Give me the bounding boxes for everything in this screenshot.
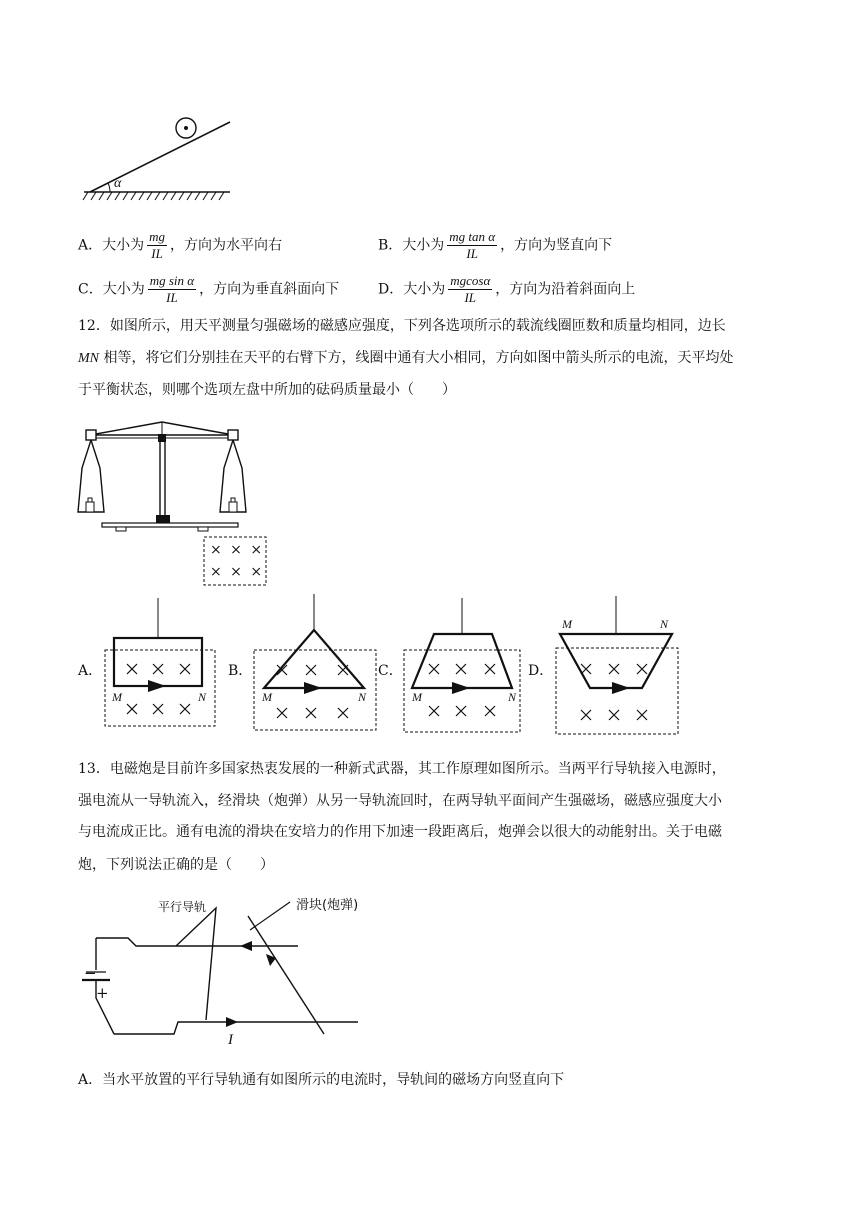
q12-option-b-letter[interactable]: B． — [228, 663, 253, 679]
q11-option-b[interactable]: B．大小为 $\frac{\text{mg tan α}}{IL}$ ，方向为竖直向下 — [378, 229, 613, 261]
q12-a-m-label: M — [112, 690, 122, 704]
battery-plus: + — [96, 984, 109, 1002]
incline-figure — [80, 112, 240, 207]
fraction: $\frac{mgcos\alpha}{IL}$ — [450, 273, 491, 305]
fraction: $\frac{\text{mg sin α}}{IL}$ — [149, 273, 195, 305]
q11-option-d[interactable]: D．大小为 $\frac{mgcos\alpha}{IL}$ ，方向为沿着斜面向上 — [378, 273, 636, 305]
q11-option-c[interactable]: C．大小为 $\frac{\text{mg sin α}}{IL}$ ，方向为垂直斜面向下 — [78, 273, 340, 305]
angle-label: α — [114, 176, 122, 191]
q12-d-m-label: M — [562, 617, 572, 631]
q12-line-3: 于平衡状态，则哪个选项左盘中所加的砝码质量最小（ ） — [78, 382, 456, 398]
q13-line-4: 炮，下列说法正确的是（ ） — [78, 857, 274, 873]
q12-b-n-label: N — [358, 690, 367, 704]
rail-label: 平行导轨 — [158, 900, 207, 914]
q13-line-2: 强电流从一导轨流入，经滑块（炮弹）从另一导轨流回时，在两导轨平面间产生强磁场，磁感应强度大小 — [78, 793, 722, 809]
q12-c-m-label: M — [412, 690, 422, 704]
q12-a-n-label: N — [198, 690, 207, 704]
q12-option-d-letter[interactable]: D． — [528, 663, 554, 679]
q13-line-3: 与电流成正比。通有电流的滑块在安培力的作用下加速一段距离后，炮弹会以很大的动能射出。关于电磁 — [78, 824, 722, 840]
q13-line-1: 13．电磁炮是目前许多国家热衷发展的一种新式武器，其工作原理如图所示。当两平行导轨接入电源时， — [78, 761, 726, 777]
field-symbols-row-1: × × × — [210, 542, 265, 558]
q12-option-b-figure[interactable] — [250, 594, 380, 734]
field-symbols-row-2: × × × — [210, 564, 265, 580]
battery-minus: − — [84, 964, 97, 982]
q12-option-a-figure[interactable] — [100, 598, 220, 730]
q12-line-1: 12．如图所示，用天平测量匀强磁场的磁感应强度，下列各选项所示的载流线圈匝数和质量均相同，边长 — [78, 318, 726, 334]
q12-option-a-letter[interactable]: A． — [78, 663, 103, 679]
q12-option-c-letter[interactable]: C． — [378, 663, 403, 679]
q12-c-n-label: N — [508, 690, 517, 704]
q11-option-a[interactable]: A．大小为 $\frac{mg}{IL}$ ，方向为水平向右 — [78, 229, 283, 261]
q12-b-m-label: M — [262, 690, 272, 704]
q13-option-a[interactable]: A．当水平放置的平行导轨通有如图所示的电流时，导轨间的磁场方向竖直向下 — [78, 1072, 565, 1088]
slider-label: 滑块(炮弹) — [296, 898, 359, 913]
q12-line-2: MN 相等，将它们分别挂在天平的右臂下方，线圈中通有大小相同，方向如图中箭头所示的电流，天平均处 — [78, 350, 734, 366]
q12-d-n-label: N — [660, 617, 669, 631]
q12-option-c-figure[interactable] — [400, 598, 524, 736]
current-label: I — [228, 1032, 233, 1048]
fraction: $\frac{\text{mg tan α}}{IL}$ — [449, 229, 496, 261]
fraction: $\frac{mg}{IL}$ — [149, 229, 166, 261]
